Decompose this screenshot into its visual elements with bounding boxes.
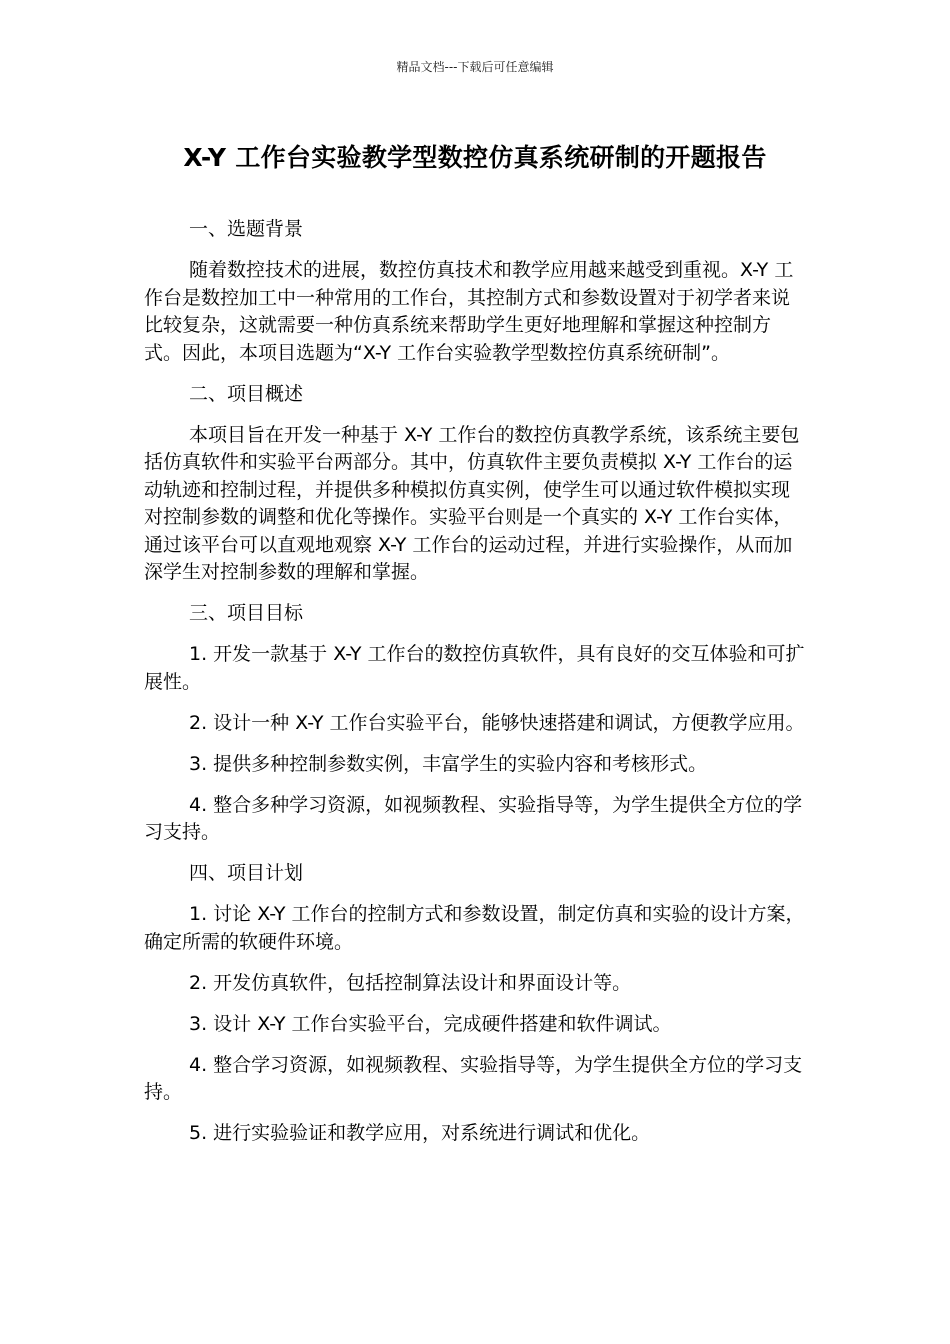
plan-item-1: 1. 讨论 X-Y 工作台的控制方式和参数设置，制定仿真和实验的设计方案，确定所需的软硬件环境。 <box>144 903 805 953</box>
section-heading-plan: 四、项目计划 <box>189 862 304 884</box>
document-body <box>144 216 808 1161</box>
paragraph-background: 随着数控技术的进展，数控仿真技术和教学应用越来越受到重视。X-Y 工作台是数控加工中一种常用的工作台，其控制方式和参数设置对于初学者来说比较复杂，这就需要一种仿真系统来帮助学生更好地理解和掌握这种控制方式。因此，本项目选题为“X-Y 工作台实验教学型数控仿真系统研制”。 <box>144 259 794 364</box>
section-heading-overview: 二、项目概述 <box>189 382 304 405</box>
goal-item-2: 2. 设计一种 X-Y 工作台实验平台，能够快速搭建和调试，方便教学应用。 <box>189 711 805 734</box>
plan-item-4: 4. 整合学习资源，如视频教程、实验指导等，为学生提供全方位的学习支持。 <box>144 1053 803 1103</box>
page-header-note: 精品文档---下载后可任意编辑 <box>396 60 554 74</box>
plan-item-3: 3. 设计 X-Y 工作台实验平台，完成硬件搭建和软件调试。 <box>189 1012 672 1035</box>
goal-item-1: 1. 开发一款基于 X-Y 工作台的数控仿真软件，具有良好的交互体验和可扩展性。 <box>144 643 805 693</box>
document-title: X-Y 工作台实验教学型数控仿真系统研制的开题报告 <box>183 143 767 172</box>
section-heading-goals: 三、项目目标 <box>189 602 304 624</box>
paragraph-overview: 本项目旨在开发一种基于 X-Y 工作台的数控仿真教学系统，该系统主要包括仿真软件和实验平台两部分。其中，仿真软件主要负责模拟 X-Y 工作台的运动轨迹和控制过程，并提供多种模拟仿真实例，使学生可以通过软件模拟实现对控制参数的调整和优化等操作。实验平台则是一个真实的 X-Y 工作台实体，通过该平台可以直观地观察 X-Y 工作台的运动过程，并进行实验操作，从而加深学生对控制参数的理解和掌握。 <box>144 423 800 583</box>
goal-item-4: 4. 整合多种学习资源，如视频教程、实验指导等，为学生提供全方位的学习支持。 <box>144 793 803 843</box>
goal-item-3: 3. 提供多种控制参数实例，丰富学生的实验内容和考核形式。 <box>189 752 708 775</box>
plan-item-5: 5. 进行实验验证和教学应用，对系统进行调试和优化。 <box>189 1122 651 1144</box>
section-heading-background: 一、选题背景 <box>189 218 304 240</box>
plan-item-2: 2. 开发仿真软件，包括控制算法设计和界面设计等。 <box>189 971 632 994</box>
